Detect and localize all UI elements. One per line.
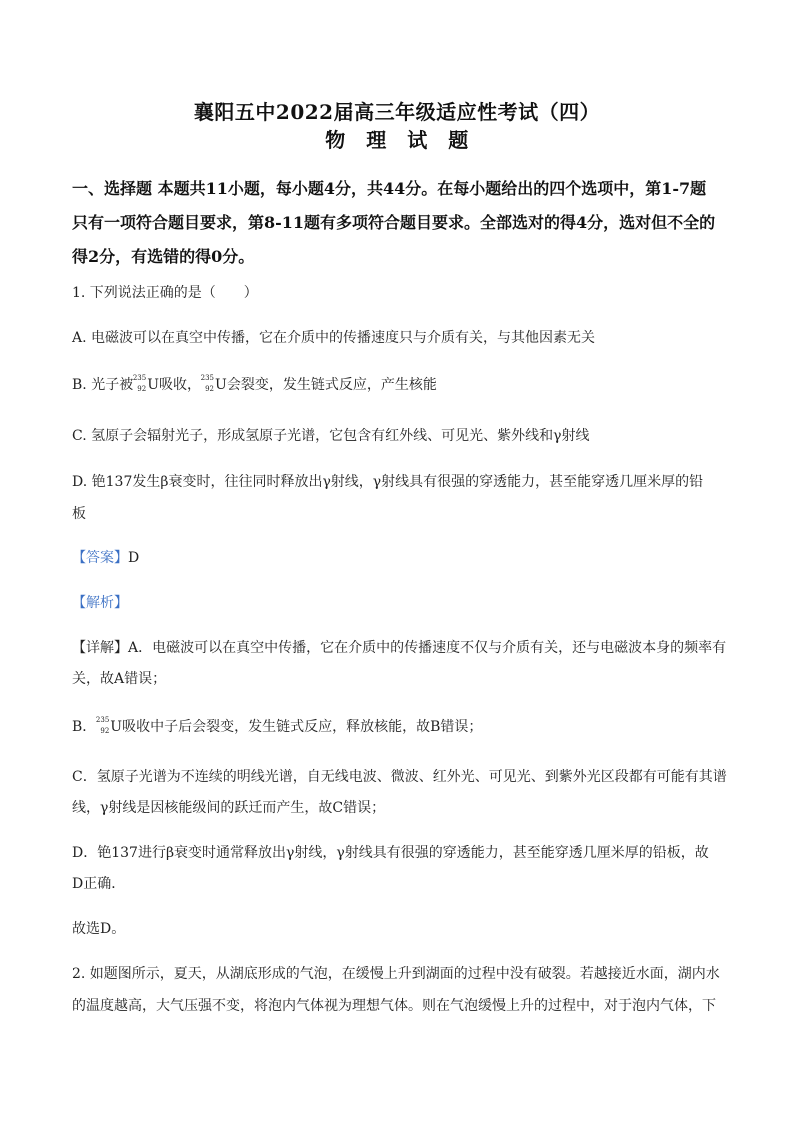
atomic-number: 92 [205, 385, 215, 393]
analysis-label-text: 【解析】 [72, 595, 128, 611]
answer-value: D [128, 550, 140, 566]
subject-title: 物 理 试 题 [325, 128, 469, 152]
exam-title: 襄阳五中2022届高三年级适应性考试（四） [193, 100, 601, 124]
mass-number: 235 [200, 374, 215, 382]
q1-option-b [72, 374, 722, 396]
q1-option-a: A. 电磁波可以在真空中传播，它在介质中的传播速度只与介质有关，与其他因素无关 [72, 330, 596, 346]
question-2-line1: 2. 如题图所示，夏天，从湖底形成的气泡，在缓慢上升到湖面的过程中没有破裂。若越接近水面，湖内水 [72, 966, 720, 982]
question-1-stem: 1. 下列说法正确的是（ ） [72, 285, 258, 301]
detail-a-line1 [72, 637, 727, 659]
q1-option-b-suffix: U会裂变，发生链式反应，产生核能 [215, 377, 437, 393]
q1-option-c: C. 氢原子会辐射光子，形成氢原子光谱，它包含有红外线、可见光、紫外线和γ射线 [72, 428, 590, 444]
detail-d-line1: D．铯137进行β衰变时通常释放出γ射线，γ射线具有很强的穿透能力，甚至能穿透几厘米厚的铅板，故 [72, 845, 709, 861]
atomic-number: 92 [100, 727, 110, 735]
detail-b-text: U吸收中子后会裂变，发生链式反应，释放核能，故B错误； [110, 719, 483, 735]
detail-label: 【详解】 [72, 640, 128, 656]
question-2-line2: 的温度越高，大气压强不变，将泡内气体视为理想气体。则在气泡缓慢上升的过程中，对于泡内气体，下 [72, 998, 716, 1014]
uranium-isotope-notation [97, 717, 109, 735]
detail-c-line1: C．氢原子光谱为不连续的明线光谱，自无线电波、微波、红外光、可见光、到紫外光区段都有可能有其谱 [72, 769, 727, 785]
analysis-label [72, 592, 722, 614]
detail-c-line2: 线，γ射线是因核能级间的跃迁而产生，故C错误； [72, 800, 386, 816]
detail-a-line2: 关，故A错误； [72, 671, 167, 687]
detail-a-text: A．电磁波可以在真空中传播，它在介质中的传播速度不仅与介质有关，还与电磁波本身的频率有 [128, 640, 727, 656]
q1-option-d-line2: 板 [72, 506, 86, 522]
mass-number: 235 [132, 374, 147, 382]
q1-option-b-prefix: B. 光子被 [72, 377, 134, 393]
section-heading: 一、选择题 本题共11小题，每小题4分，共44分。在每小题给出的四个选项中，第1-7题只有一项符合题目要求，第8-11题有多项符合题目要求。全部选对的得4分，选对但不全的得2分，有选错的得0分。 [72, 179, 716, 266]
uranium-isotope-notation [134, 375, 146, 393]
answer-line [72, 547, 722, 569]
answer-label: 【答案】 [72, 550, 128, 566]
detail-b [72, 716, 722, 738]
atomic-number: 92 [137, 385, 147, 393]
detail-b-prefix: B． [72, 719, 97, 735]
q1-option-d-line1: D. 铯137发生β衰变时，往往同时释放出γ射线，γ射线具有很强的穿透能力，甚至能穿透几厘米厚的铅 [72, 474, 704, 490]
mass-number: 235 [95, 716, 110, 724]
q1-option-b-middle: U吸收， [147, 377, 202, 393]
conclusion: 故选D。 [72, 921, 126, 937]
uranium-isotope-notation [202, 375, 214, 393]
detail-d-line2: D正确． [72, 876, 126, 892]
